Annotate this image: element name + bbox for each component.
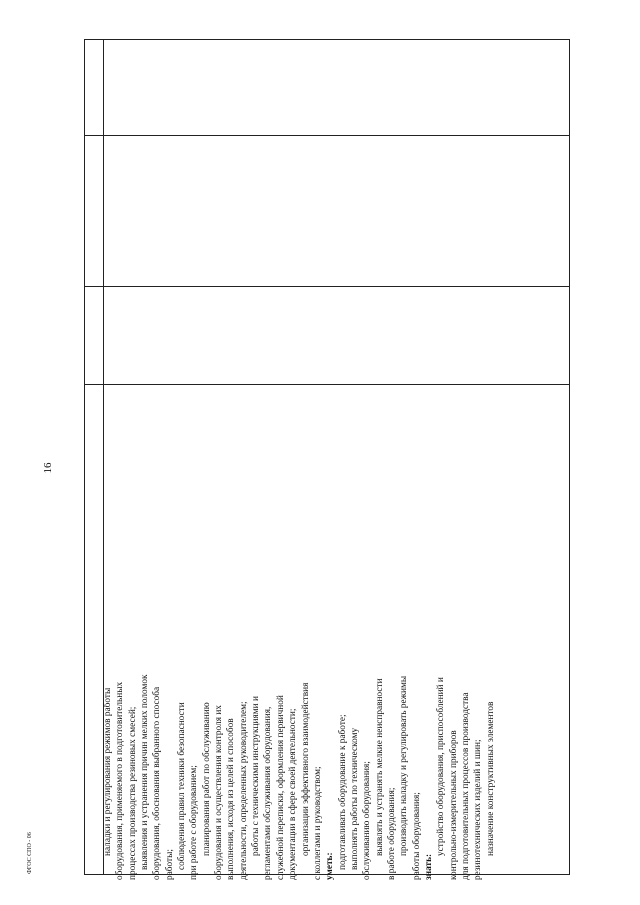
content-line: с коллегами и руководством; bbox=[312, 766, 323, 880]
page-number: 16 bbox=[42, 462, 54, 474]
content-line: обслуживанию оборудования; bbox=[362, 761, 373, 880]
content-line: оборудования и осуществления контроля их bbox=[214, 705, 225, 880]
footer-code: ФГОС СПО - 06 bbox=[27, 832, 33, 874]
content-line: работы; bbox=[164, 849, 175, 880]
content-line: наладки и регулирования режимов работы bbox=[103, 687, 113, 856]
content-line: планирования работ по обслуживанию bbox=[201, 702, 212, 856]
content-line: выполнения, исходя из целей и способов bbox=[226, 718, 237, 880]
content-line: при работе с оборудованием; bbox=[189, 765, 200, 880]
content-line: организации эффективного взаимодействия bbox=[300, 682, 311, 856]
content-line: выявлять и устранять мелкие неисправности bbox=[374, 678, 385, 856]
content-line: в работе оборудования; bbox=[386, 787, 397, 880]
content-line: для подготовительных процессов производства bbox=[460, 692, 471, 880]
table-row-divider bbox=[85, 286, 569, 287]
content-line: контрольно-измерительных приборов bbox=[448, 730, 459, 880]
content-line: уметь: bbox=[325, 852, 336, 880]
content-line: соблюдения правил техники безопасности bbox=[177, 702, 188, 870]
content-line: процессах производства резиновых смесей; bbox=[127, 706, 138, 880]
content-line: назначение конструктивных элементов bbox=[485, 701, 496, 856]
content-line: деятельности, определенных руководителем; bbox=[238, 701, 249, 880]
content-line: работы оборудования; bbox=[411, 792, 422, 880]
content-line: выявления и устранения причин мелких поломок bbox=[140, 674, 151, 870]
competency-text-block bbox=[102, 516, 560, 880]
content-line: знать: bbox=[423, 853, 434, 880]
content-line: работы с техническими инструкциями и bbox=[251, 696, 262, 856]
content-line: служебной переписки, оформления первичной bbox=[275, 695, 286, 880]
content-line: подготавливать оборудование к работе; bbox=[337, 714, 348, 870]
content-line: производить наладку и регулировать режимы bbox=[399, 675, 410, 856]
content-line: резинотехнических изделий и шин; bbox=[473, 739, 484, 880]
content-line: оборудования, обоснования выбранного способа bbox=[152, 686, 163, 880]
content-line: устройство оборудования, приспособлений и bbox=[436, 677, 447, 856]
table-row-divider bbox=[85, 135, 569, 136]
content-line: выполнять работы по техническому bbox=[349, 727, 360, 870]
table-row-divider bbox=[85, 384, 569, 385]
content-line: оборудования, применяемого в подготовительных bbox=[115, 681, 126, 880]
content-line: регламентами обслуживания оборудования, bbox=[263, 706, 274, 880]
content-line: документации в сфере своей деятельности; bbox=[288, 708, 299, 880]
